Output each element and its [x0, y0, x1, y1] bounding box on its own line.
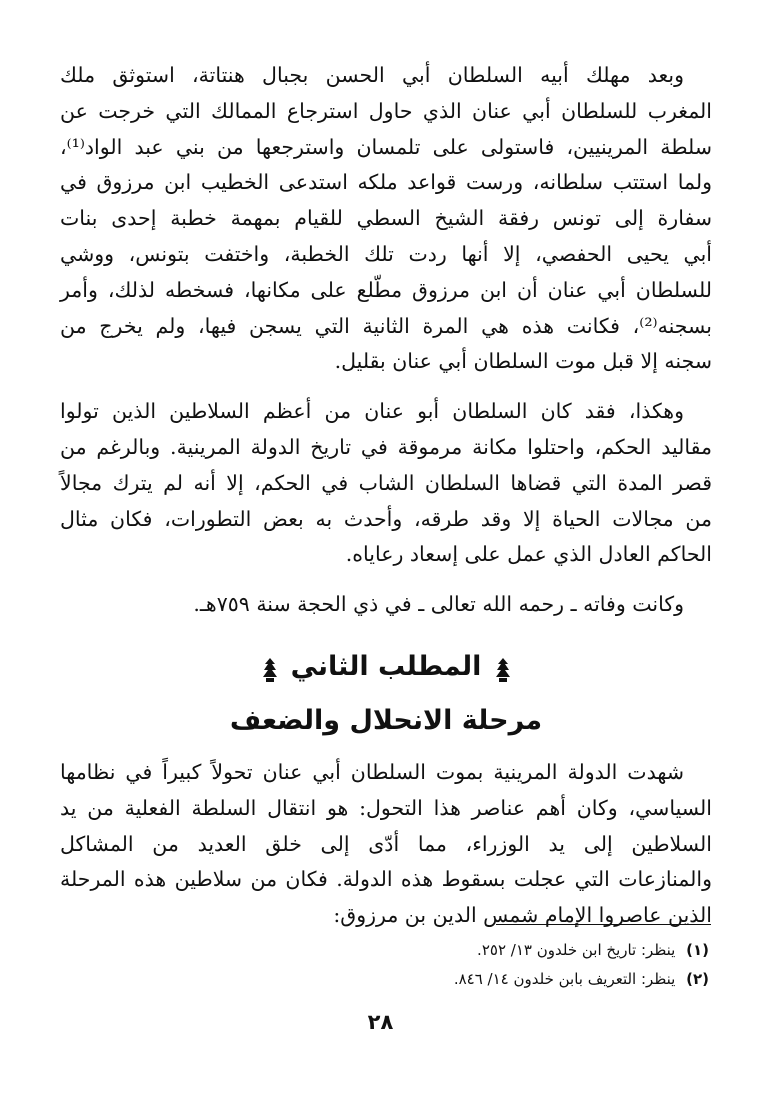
- paragraph-line: وكانت وفاته ـ رحمه الله تعالى ـ في ذي الحجة سنة ٧٥٩هـ.: [193, 592, 684, 617]
- paragraph-2: [60, 394, 712, 573]
- footnote-text: ينظر: تاريخ ابن خلدون ١٣/ ٢٥٢.: [477, 941, 676, 959]
- section-heading: [60, 643, 712, 691]
- page-number: ٢٨: [367, 1010, 394, 1034]
- paragraph-line: سلطة المرينيين، فاستولى على تلمسان واسترجعها من بني عبد الواد⁽¹⁾،: [60, 134, 712, 159]
- paragraph-line: مقاليد الحكم، واحتلوا مكانة مرموقة في تاريخ الدولة المرينية. وبالرغم من: [60, 434, 712, 459]
- footnote-number: (٢): [686, 970, 709, 988]
- paragraph-line: الحاكم العادل الذي عمل على إسعاد رعاياه.: [345, 542, 712, 567]
- paragraph-line: السلاطين إلى يد الوزراء، مما أدّى إلى خلق العديد من المشاكل: [60, 831, 712, 856]
- footnote-divider: [496, 924, 711, 925]
- paragraph-line: وهكذا، فقد كان السلطان أبو عنان من أعظم السلاطين الذين تولوا: [60, 399, 684, 424]
- paragraph-line: قصر المدة التي قضاها السلطان الشاب في الحكم، إلا أنه لم يترك مجالاً: [60, 470, 712, 495]
- paragraph-line: والمنازعات التي عجلت بسقوط هذه الدولة. فكان من سلاطين هذه المرحلة: [60, 867, 712, 892]
- paragraph-line: شهدت الدولة المرينية بموت السلطان أبي عنان تحولاً كبيراً في نظامها: [60, 759, 684, 784]
- paragraph-line: سفارة إلى تونس رفقة الشيخ السطي للقيام بمهمة خطبة إحدى بنات: [60, 206, 712, 231]
- paragraph-3: [60, 587, 712, 623]
- paragraph-line: الذين عاصروا الإمام شمس الدين بن مرزوق:: [333, 903, 712, 928]
- paragraph-line: بسجنه⁽²⁾، فكانت هذه هي المرة الثانية التي يسجن فيها، ولم يخرج من: [60, 313, 712, 338]
- section-subtitle: مرحلة الانحلال والضعف: [229, 704, 543, 736]
- paragraph-1: [60, 58, 712, 380]
- footnote: [149, 965, 709, 994]
- paragraph-line: المغرب للسلطان أبي عنان الذي حاول استرجاع الممالك التي خرجت عن: [60, 98, 712, 123]
- paragraph-line: السياسي، وكان أهم عناصر هذا التحول: هو انتقال السلطة الفعلية من يد: [60, 795, 712, 820]
- ornament-icon: [262, 657, 278, 683]
- paragraph-line: وبعد مهلك أبيه السلطان أبي الحسن بجبال هنتاتة، استوثق ملك: [60, 63, 684, 87]
- page-body: [60, 58, 712, 934]
- section-title: المطلب الثاني: [290, 650, 482, 682]
- footnote: [149, 936, 709, 965]
- paragraph-line: أبي يحيى الحفصي، إلا أنها ردت تلك الخطبة، واختفت بتونس، ووشي: [60, 241, 712, 266]
- paragraph-line: من مجالات الحياة إلا وقد طرقه، وأحدث به بعض التطورات، فكان مثال: [60, 506, 712, 531]
- paragraph-4: [60, 755, 712, 934]
- footnote-text: ينظر: التعريف بابن خلدون ١٤/ ٨٤٦.: [453, 970, 676, 988]
- paragraph-line: للسلطان أبي عنان أن ابن مرزوق مطّلع على مكانها، فسخطه لذلك، وأمر: [60, 277, 712, 302]
- footnote-number: (١): [686, 941, 709, 959]
- footnotes: [149, 936, 709, 994]
- paragraph-line: ولما استتب سلطانه، ورست قواعد ملكه استدعى الخطيب ابن مرزوق في: [60, 170, 712, 195]
- paragraph-line: سجنه إلا قبل موت السلطان أبي عنان بقليل.: [334, 349, 712, 374]
- ornament-icon: [495, 657, 511, 683]
